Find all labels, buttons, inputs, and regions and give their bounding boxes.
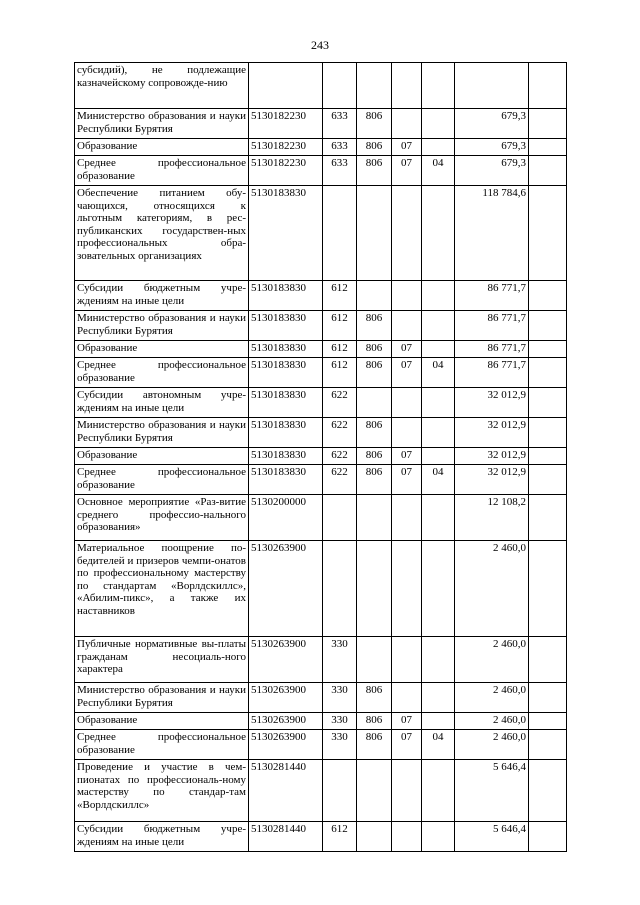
table-cell-ministry-code	[357, 760, 392, 822]
table-cell-extra	[529, 186, 567, 281]
table-cell-ministry-code: 806	[357, 358, 392, 388]
page-number: 243	[311, 38, 329, 52]
table-cell-section: 07	[392, 448, 422, 465]
table-cell-expense-type	[323, 760, 357, 822]
table-cell-amount	[455, 63, 529, 109]
table-cell-target-article: 5130182230	[249, 139, 323, 156]
table-cell-subsection	[422, 713, 455, 730]
table-cell-target-article: 5130281440	[249, 760, 323, 822]
table-row	[75, 495, 567, 541]
table-cell-name: Среднее профессиональное образование	[75, 358, 249, 388]
table-cell-target-article: 5130183830	[249, 388, 323, 418]
table-cell-subsection	[422, 822, 455, 852]
table-cell-ministry-code: 806	[357, 448, 392, 465]
table-cell-extra	[529, 822, 567, 852]
table-cell-section	[392, 541, 422, 637]
table-cell-target-article: 5130263900	[249, 713, 323, 730]
table-cell-amount: 2 460,0	[455, 541, 529, 637]
table-cell-ministry-code: 806	[357, 341, 392, 358]
table-cell-subsection	[422, 341, 455, 358]
table-cell-target-article: 5130183830	[249, 341, 323, 358]
table-cell-section: 07	[392, 156, 422, 186]
table-row	[75, 388, 567, 418]
table-row	[75, 637, 567, 683]
table-cell-section	[392, 760, 422, 822]
table-cell-target-article: 5130183830	[249, 418, 323, 448]
table-cell-amount: 12 108,2	[455, 495, 529, 541]
table-cell-name: Образование	[75, 448, 249, 465]
table-cell-amount: 2 460,0	[455, 713, 529, 730]
table-cell-ministry-code	[357, 637, 392, 683]
table-cell-ministry-code: 806	[357, 156, 392, 186]
table-cell-subsection	[422, 683, 455, 713]
table-cell-extra	[529, 341, 567, 358]
table-cell-extra	[529, 760, 567, 822]
table-cell-name: Среднее профессиональное образование	[75, 730, 249, 760]
table-cell-extra	[529, 63, 567, 109]
table-cell-expense-type: 330	[323, 683, 357, 713]
table-cell-extra	[529, 156, 567, 186]
table-cell-name: Материальное поощрение по-бедителей и призеров чемпи-онатов по профессиональному мастерству по стандартам «Ворлдскиллс», «Абилим-пикс», а также их наставников	[75, 541, 249, 637]
table-cell-target-article: 5130263900	[249, 541, 323, 637]
table-row	[75, 358, 567, 388]
table-cell-extra	[529, 311, 567, 341]
table-cell-section	[392, 63, 422, 109]
table-cell-target-article: 5130183830	[249, 465, 323, 495]
table-cell-section	[392, 109, 422, 139]
table-cell-section	[392, 186, 422, 281]
table-row	[75, 418, 567, 448]
table-cell-expense-type: 612	[323, 358, 357, 388]
table-cell-extra	[529, 683, 567, 713]
table-cell-expense-type: 330	[323, 637, 357, 683]
table-cell-name: Министерство образования и науки Республики Бурятия	[75, 311, 249, 341]
table-cell-subsection	[422, 109, 455, 139]
table-cell-section	[392, 388, 422, 418]
table-cell-target-article: 5130263900	[249, 637, 323, 683]
table-cell-section	[392, 495, 422, 541]
table-row	[75, 683, 567, 713]
table-cell-amount: 118 784,6	[455, 186, 529, 281]
table-cell-expense-type: 612	[323, 281, 357, 311]
table-row	[75, 281, 567, 311]
table-cell-extra	[529, 388, 567, 418]
table-cell-amount: 86 771,7	[455, 341, 529, 358]
table-cell-extra	[529, 358, 567, 388]
table-cell-ministry-code	[357, 281, 392, 311]
table-cell-subsection	[422, 448, 455, 465]
table-cell-amount: 86 771,7	[455, 281, 529, 311]
table-cell-target-article: 5130263900	[249, 683, 323, 713]
table-row	[75, 822, 567, 852]
table-cell-expense-type	[323, 495, 357, 541]
table-cell-amount: 2 460,0	[455, 730, 529, 760]
table-cell-extra	[529, 713, 567, 730]
table-cell-name: Образование	[75, 139, 249, 156]
table-cell-subsection	[422, 139, 455, 156]
table-cell-ministry-code: 806	[357, 465, 392, 495]
table-cell-subsection: 04	[422, 465, 455, 495]
table-cell-target-article: 5130182230	[249, 109, 323, 139]
table-cell-section	[392, 637, 422, 683]
table-cell-subsection	[422, 281, 455, 311]
table-cell-target-article: 5130183830	[249, 358, 323, 388]
table-cell-section: 07	[392, 713, 422, 730]
table-cell-name: Среднее профессиональное образование	[75, 156, 249, 186]
table-cell-target-article: 5130183830	[249, 448, 323, 465]
table-cell-section	[392, 311, 422, 341]
table-cell-subsection	[422, 418, 455, 448]
table-cell-amount: 679,3	[455, 156, 529, 186]
table-cell-target-article	[249, 63, 323, 109]
table-row	[75, 713, 567, 730]
table-cell-target-article: 5130183830	[249, 311, 323, 341]
table-cell-name: Министерство образования и науки Республики Бурятия	[75, 418, 249, 448]
table-cell-expense-type: 622	[323, 418, 357, 448]
table-cell-name: Министерство образования и науки Республики Бурятия	[75, 109, 249, 139]
table-cell-amount: 2 460,0	[455, 683, 529, 713]
table-cell-ministry-code	[357, 388, 392, 418]
table-cell-name: Образование	[75, 713, 249, 730]
table-row	[75, 541, 567, 637]
table-cell-name: Среднее профессиональное образование	[75, 465, 249, 495]
table-cell-extra	[529, 281, 567, 311]
table-cell-subsection: 04	[422, 730, 455, 760]
table-cell-section	[392, 418, 422, 448]
table-cell-expense-type: 633	[323, 139, 357, 156]
table-cell-name: Публичные нормативные вы-платы гражданам несоциаль-ного характера	[75, 637, 249, 683]
table-cell-expense-type: 330	[323, 730, 357, 760]
table-cell-ministry-code: 806	[357, 139, 392, 156]
table-cell-amount: 32 012,9	[455, 388, 529, 418]
table-cell-target-article: 5130263900	[249, 730, 323, 760]
table-cell-section: 07	[392, 358, 422, 388]
table-cell-extra	[529, 448, 567, 465]
table-cell-amount: 32 012,9	[455, 418, 529, 448]
table-cell-target-article: 5130281440	[249, 822, 323, 852]
table-cell-amount: 86 771,7	[455, 358, 529, 388]
table-cell-ministry-code	[357, 822, 392, 852]
table-cell-amount: 679,3	[455, 139, 529, 156]
table-cell-name: Субсидии автономным учре-ждениям на иные цели	[75, 388, 249, 418]
table-row	[75, 448, 567, 465]
table-row	[75, 139, 567, 156]
table-cell-expense-type	[323, 186, 357, 281]
table-cell-name: Субсидии бюджетным учре-ждениям на иные цели	[75, 281, 249, 311]
table-cell-expense-type: 330	[323, 713, 357, 730]
table-cell-ministry-code: 806	[357, 109, 392, 139]
table-cell-ministry-code	[357, 63, 392, 109]
table-cell-expense-type: 633	[323, 156, 357, 186]
table-cell-extra	[529, 139, 567, 156]
table-cell-section	[392, 822, 422, 852]
table-row	[75, 311, 567, 341]
table-cell-section: 07	[392, 465, 422, 495]
table-cell-name: Субсидии бюджетным учре-ждениям на иные цели	[75, 822, 249, 852]
table-cell-expense-type: 622	[323, 448, 357, 465]
table-cell-name: Образование	[75, 341, 249, 358]
table-cell-subsection: 04	[422, 358, 455, 388]
table-cell-subsection	[422, 63, 455, 109]
table-cell-amount: 2 460,0	[455, 637, 529, 683]
table-cell-amount: 32 012,9	[455, 465, 529, 495]
table-cell-amount: 5 646,4	[455, 760, 529, 822]
table-row	[75, 465, 567, 495]
table-cell-name: Обеспечение питанием обу-чающихся, относящихся к льготным категориям, в рес-публиканских государствен-ных профессиональных обра-зовательных организациях	[75, 186, 249, 281]
table-cell-ministry-code: 806	[357, 713, 392, 730]
table-cell-name: субсидий), не подлежащие казначейскому сопровожде-нию	[75, 63, 249, 109]
table-cell-expense-type: 622	[323, 388, 357, 418]
table-cell-ministry-code: 806	[357, 730, 392, 760]
table-cell-expense-type: 612	[323, 311, 357, 341]
table-cell-extra	[529, 465, 567, 495]
table-cell-subsection	[422, 541, 455, 637]
table-cell-amount: 5 646,4	[455, 822, 529, 852]
table-cell-extra	[529, 109, 567, 139]
table-row	[75, 730, 567, 760]
table-cell-subsection	[422, 495, 455, 541]
table-cell-section: 07	[392, 730, 422, 760]
table-cell-subsection	[422, 388, 455, 418]
table-cell-extra	[529, 730, 567, 760]
table-cell-expense-type: 612	[323, 341, 357, 358]
table-row	[75, 341, 567, 358]
table-cell-subsection	[422, 186, 455, 281]
table-cell-subsection	[422, 760, 455, 822]
table-cell-ministry-code: 806	[357, 311, 392, 341]
table-cell-target-article: 5130183830	[249, 186, 323, 281]
table-cell-ministry-code	[357, 495, 392, 541]
table-cell-subsection	[422, 637, 455, 683]
table-cell-expense-type: 612	[323, 822, 357, 852]
table-cell-ministry-code	[357, 541, 392, 637]
table-cell-section: 07	[392, 139, 422, 156]
budget-table	[74, 62, 567, 852]
table-cell-extra	[529, 541, 567, 637]
table-cell-section: 07	[392, 341, 422, 358]
table-cell-name: Проведение и участие в чем-пионатах по профессиональ-ному мастерству по стандар-там «Ворлдскиллс»	[75, 760, 249, 822]
table-cell-ministry-code: 806	[357, 418, 392, 448]
table-cell-expense-type	[323, 63, 357, 109]
table-cell-target-article: 5130200000	[249, 495, 323, 541]
table-cell-amount: 32 012,9	[455, 448, 529, 465]
table-cell-target-article: 5130182230	[249, 156, 323, 186]
table-cell-ministry-code: 806	[357, 683, 392, 713]
table-cell-expense-type: 622	[323, 465, 357, 495]
table-cell-expense-type	[323, 541, 357, 637]
table-cell-extra	[529, 418, 567, 448]
table-cell-subsection: 04	[422, 156, 455, 186]
table-row	[75, 186, 567, 281]
table-cell-extra	[529, 637, 567, 683]
table-cell-section	[392, 683, 422, 713]
table-row	[75, 760, 567, 822]
table-cell-name: Министерство образования и науки Республики Бурятия	[75, 683, 249, 713]
table-row	[75, 63, 567, 109]
table-cell-extra	[529, 495, 567, 541]
table-cell-target-article: 5130183830	[249, 281, 323, 311]
table-cell-subsection	[422, 311, 455, 341]
table-cell-amount: 679,3	[455, 109, 529, 139]
table-cell-amount: 86 771,7	[455, 311, 529, 341]
table-row	[75, 156, 567, 186]
table-row	[75, 109, 567, 139]
table-cell-section	[392, 281, 422, 311]
table-cell-expense-type: 633	[323, 109, 357, 139]
table-cell-ministry-code	[357, 186, 392, 281]
table-cell-name: Основное мероприятие «Раз-витие среднего профессио-нального образования»	[75, 495, 249, 541]
